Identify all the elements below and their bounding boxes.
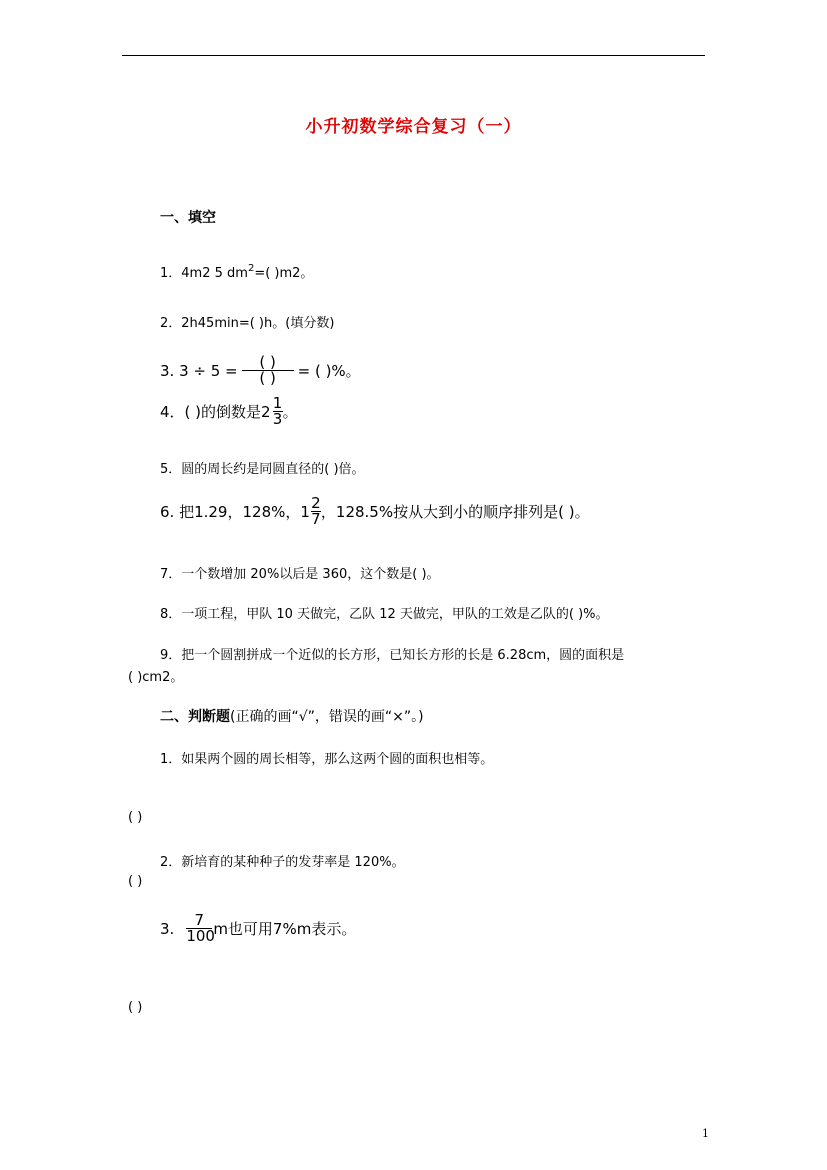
question-1-3-fraction	[242, 355, 294, 386]
page-number: 1	[702, 1127, 709, 1140]
question-1-3-numerator: ( )	[259, 353, 276, 371]
question-1-7: 7．一个数增加 20%以后是 360，这个数是( )。	[160, 567, 440, 582]
question-1-1-sup: 2	[247, 263, 255, 274]
question-1-6	[160, 496, 590, 527]
question-2-1-blank: ( )	[128, 810, 143, 825]
question-1-1-pre: 1．4m2 5 dm	[160, 266, 248, 281]
section-1-heading: 一、填空	[160, 210, 216, 226]
question-1-3	[160, 355, 361, 386]
question-2-3-numerator: 7	[194, 911, 205, 929]
question-1-6-fraction	[311, 496, 321, 527]
header-rule	[122, 55, 705, 56]
question-2-2-blank: ( )	[128, 874, 143, 889]
section-2-note: (正确的画“√”，错误的画“×”。)	[230, 709, 424, 725]
question-1-6-pre: 6. 把1.29，128%，1	[160, 503, 310, 521]
question-2-1: 1．如果两个圆的周长相等，那么这两个圆的面积也相等。	[160, 752, 494, 767]
question-1-4-numerator: 1	[272, 394, 283, 412]
question-1-8: 8．一项工程，甲队 10 天做完，乙队 12 天做完，甲队的工效是乙队的( )%。	[160, 607, 609, 622]
question-1-2: 2．2h45min=( )h。(填分数)	[160, 316, 335, 331]
section-2-heading	[160, 706, 424, 726]
question-2-2: 2．新培育的某种种子的发芽率是 120%。	[160, 855, 405, 870]
question-1-1	[160, 262, 313, 281]
question-1-6-post: ，128.5%按从大到小的顺序排列是( )。	[320, 503, 590, 521]
question-1-5: 5．圆的周长约是同圆直径的( )倍。	[160, 462, 365, 477]
question-1-4-fraction	[273, 396, 283, 427]
question-1-9: 9．把一个圆割拼成一个近似的长方形，已知长方形的长是 6.28cm，圆的面积是	[160, 648, 625, 663]
question-1-6-numerator: 2	[311, 494, 321, 512]
question-2-3-blank: ( )	[128, 1000, 143, 1015]
question-2-3-post: m也可用7%m表示。	[213, 920, 357, 938]
question-1-4-post: 。	[282, 403, 298, 421]
question-1-9-blank: ( )cm2。	[128, 670, 184, 685]
question-2-3-fraction	[186, 911, 215, 945]
question-1-4	[160, 396, 298, 427]
question-1-4-pre: 4．( )的倒数是2	[160, 403, 271, 421]
question-1-4-denominator: 3	[272, 410, 283, 428]
question-1-3-pre: 3. 3 ÷ 5 =	[160, 361, 238, 380]
question-1-3-post: = ( )%。	[297, 362, 361, 380]
question-1-6-denominator: 7	[311, 510, 321, 528]
page-title: 小升初数学综合复习（一）	[305, 117, 522, 137]
question-1-1-post: =( )m2。	[254, 266, 314, 281]
question-2-3-pre: 3.	[160, 919, 175, 938]
question-2-3	[160, 913, 356, 944]
question-1-3-denominator: ( )	[259, 369, 276, 387]
question-2-3-denominator: 100	[186, 927, 215, 945]
section-2-title: 二、判断题	[160, 709, 230, 725]
